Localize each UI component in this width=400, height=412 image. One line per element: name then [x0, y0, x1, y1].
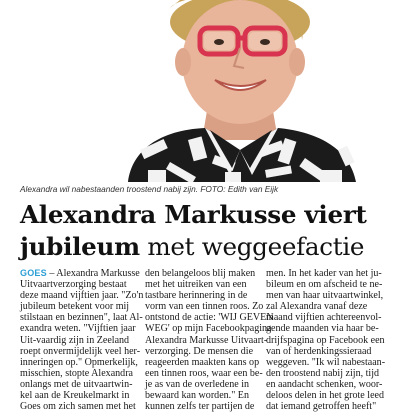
column-line: en aandacht schenken, woor- [266, 378, 383, 390]
column-line: je as van de overledene in [145, 378, 250, 390]
column-line: stilstaan en bezinnen", laat Al- [20, 312, 143, 324]
column-line: misschien, stopte Alexandra [20, 367, 134, 379]
column-line: met het uitreiken van een [145, 279, 247, 291]
portrait-photo [20, 0, 378, 182]
column-line: verzorging. De mensen die [145, 345, 254, 357]
column-line: den troostend nabij zijn, tijd [266, 367, 380, 379]
headline-bold-word: jubileum [20, 232, 140, 261]
column-text: – Alexandra Markusse [49, 268, 140, 279]
photo-caption: Alexandra wil nabestaanden troostend nabij zijn. FOTO: Edith van Eijk [20, 184, 279, 194]
column-line: deze maand vijftien jaar. "Zo'n [20, 290, 144, 302]
article-column-2 [145, 268, 274, 412]
headline-line-1: Alexandra Markusse viert [20, 200, 367, 229]
column-line: reageerden maakten kans op [145, 356, 260, 368]
column-line: ontstond de actie: 'WIJ GEVEN [145, 312, 274, 324]
column-line: onlangs met de uitvaartwin- [20, 378, 133, 390]
column-line: weggeven. "Ik wil nabestaan- [266, 356, 386, 368]
article-headline [20, 199, 385, 266]
column-line: roept onvermijdelijk veel her- [20, 345, 141, 357]
column-line: Alexandra Markusse Uitvaart- [145, 334, 268, 346]
article-column-1 [20, 268, 144, 412]
column-line: men. In het kader van het ju- [266, 268, 382, 279]
column-line: maand vijftien achtereenvol- [266, 312, 382, 324]
column-line: bileum en om afscheid te ne- [266, 279, 383, 291]
column-line: vorm van een tinnen roos. Zo [145, 301, 264, 313]
column-line: inneringen op." Opmerkelijk, [20, 356, 138, 368]
column-line [20, 268, 140, 279]
column-line: gende maanden via haar be- [266, 323, 379, 335]
article-column-3 [266, 268, 386, 412]
column-line: Uit-vaardig zijn in Zeeland [20, 334, 130, 346]
column-line: drijfspagina op Facebook een [266, 334, 385, 346]
column-line: Uitvaartverzorging bestaat [20, 279, 127, 291]
column-line: van of herdenkingssieraad [266, 345, 372, 357]
column-line: deloos delen in het grote leed [266, 390, 385, 402]
column-line: jubileum betekent voor mij [20, 301, 130, 313]
column-line: bewaard kan worden." En [145, 390, 249, 402]
headline-regular-text: met weggeefactie [139, 232, 365, 261]
column-line: dat iemand getroffen heeft" [266, 401, 377, 412]
column-line: exandra weten. "Vijftien jaar [20, 323, 136, 335]
portrait-illustration [20, 0, 378, 182]
face-shape [182, 0, 298, 124]
column-line: men van haar uitvaartwinkel, [266, 290, 384, 302]
column-line: kunnen zelfs ter partijen de [145, 401, 255, 412]
column-line: zal Alexandra vanaf deze [266, 301, 368, 313]
column-line: WEG' op mijn Facebookpagina [145, 323, 272, 335]
column-line: tastbare herinnering in de [145, 290, 248, 302]
column-line: kel aan de Kreukelmarkt in [20, 390, 130, 402]
dateline: GOES [20, 268, 47, 278]
headline-line-2 [20, 231, 385, 266]
column-line: Goes om zich samen met het [20, 401, 136, 412]
column-line: den belangeloos blij maken [145, 268, 256, 279]
column-line: een tinnen roos, waar een be- [145, 367, 263, 379]
